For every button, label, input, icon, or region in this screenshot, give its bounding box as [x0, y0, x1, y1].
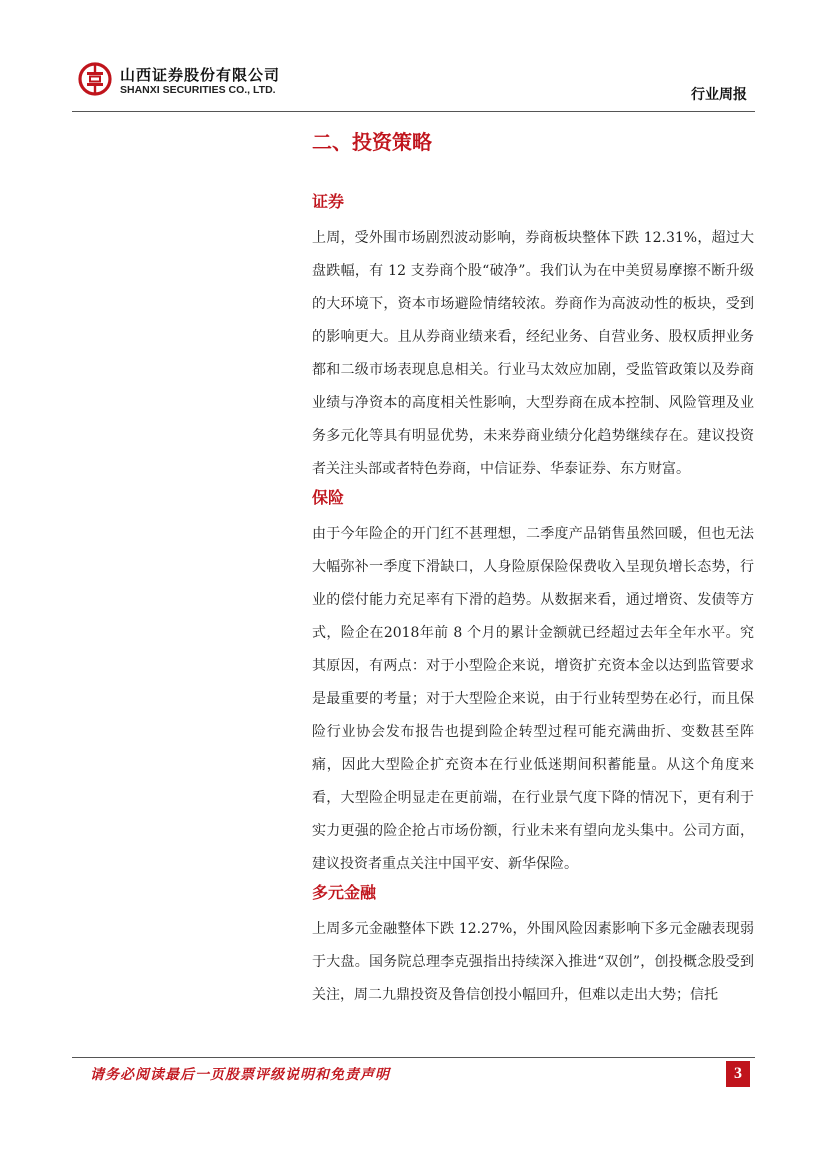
page-number: 3: [726, 1061, 750, 1087]
section-title: 二、投资策略: [312, 130, 432, 154]
subsection-heading-diversified-finance: 多元金融: [312, 883, 377, 902]
company-name-cn: 山西证券股份有限公司: [120, 66, 281, 84]
main-content: [312, 190, 754, 1012]
subsection-heading-insurance: 保险: [312, 488, 345, 507]
header-divider: [72, 111, 755, 112]
paragraph-diversified-finance: 上周多元金融整体下跌 12.27%，外围风险因素影响下多元金融表现弱于大盘。国务院总理李克强指出持续深入推进“双创”，创投概念股受到关注，周二九鼎投资及鲁信创投小幅回升，但难以走出大势；信托: [312, 921, 754, 1003]
footer-divider: [72, 1057, 755, 1058]
subsection-heading-securities: 证券: [312, 192, 345, 211]
report-type-label: 行业周报: [691, 87, 747, 103]
shanxi-securities-logo-icon: [78, 62, 112, 96]
company-name-en: SHANXI SECURITIES CO., LTD.: [120, 84, 276, 96]
paragraph-securities: 上周，受外围市场剧烈波动影响，券商板块整体下跌 12.31%，超过大盘跌幅，有 12 支券商个股“破净”。我们认为在中美贸易摩擦不断升级的大环境下，资本市场避险情绪较浓。券商作为高波动性的板块，受到的影响更大。且从券商业绩来看，经纪业务、自营业务、股权质押业务都和二级市场表现息息相关。行业马太效应加剧，受监管政策以及券商业绩与净资本的高度相关性影响，大型券商在成本控制、风险管理及业务多元化等具有明显优势，未来券商业绩分化趋势继续存在。建议投资者关注头部或者特色券商，中信证券、华泰证券、东方财富。: [312, 230, 754, 477]
disclaimer-notice: 请务必阅读最后一页股票评级说明和免责声明: [90, 1067, 390, 1083]
paragraph-insurance: 由于今年险企的开门红不甚理想，二季度产品销售虽然回暖，但也无法大幅弥补一季度下滑缺口，人身险原保险保费收入呈现负增长态势，行业的偿付能力充足率有下滑的趋势。从数据来看，通过增资、发债等方式，险企在2018年前 8 个月的累计金额就已经超过去年全年水平。究其原因，有两点：对于小型险企来说，增资扩充资本金以达到监管要求是最重要的考量；对于大型险企来说，由于行业转型势在必行，而且保险行业协会发布报告也提到险企转型过程可能充满曲折、变数甚至阵痛，因此大型险企扩充资本在行业低迷期间积蓄能量。从这个角度来看，大型险企明显走在更前端，在行业景气度下降的情况下，更有利于实力更强的险企抢占市场份额，行业未来有望向龙头集中。公司方面，建议投资者重点关注中国平安、新华保险。: [312, 526, 754, 872]
